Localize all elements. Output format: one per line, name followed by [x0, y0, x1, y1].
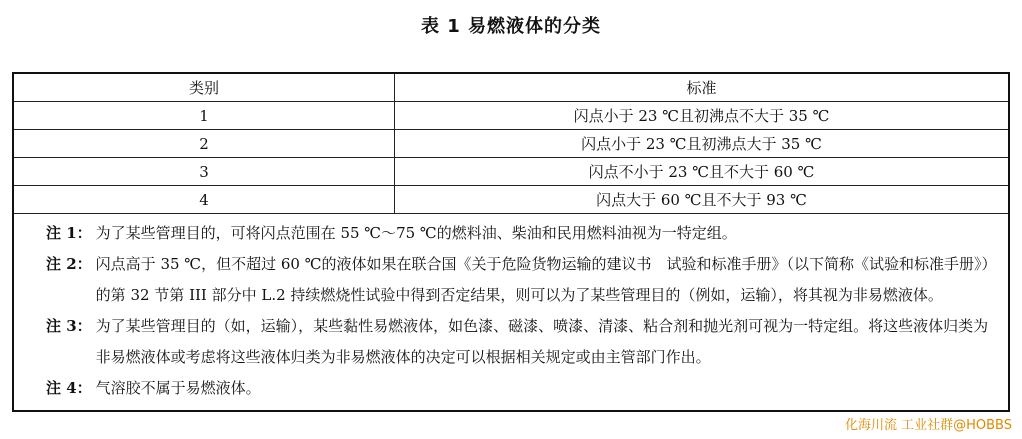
table-title: 表 1 易燃液体的分类 — [420, 16, 602, 37]
category-cell: 2 — [14, 130, 395, 157]
criteria-cell: 闪点小于 23 ℃且初沸点不大于 35 ℃ — [573, 107, 830, 125]
table-row — [14, 158, 1008, 186]
note-2 — [46, 249, 994, 311]
note-text: 气溶胶不属于易燃液体。 — [95, 379, 261, 397]
note-1 — [46, 218, 994, 249]
note-text: 闪点高于 35 ℃，但不超过 60 ℃的液体如果在联合国《关于危险货物运输的建议书 试验和标准手册》（以下简称《试验和标准手册》）的第 32 节第 III 部分中 L.2 持续燃烧性试验中得到否定结果，则可以为了某些管理目的（例如，运输），将其视为非易燃液体。 — [95, 255, 989, 304]
criteria-cell: 闪点不小于 23 ℃且不大于 60 ℃ — [588, 163, 815, 181]
notes-section — [14, 214, 1008, 410]
table-row — [14, 186, 1008, 214]
table-row — [14, 102, 1008, 130]
category-cell: 3 — [14, 158, 395, 185]
table-header-row — [14, 74, 1008, 102]
note-label: 注 3： — [46, 317, 92, 335]
category-cell: 1 — [14, 102, 395, 129]
note-label: 注 4： — [46, 379, 92, 397]
watermark: 化海川流 工业社群@HOBBS — [844, 418, 1012, 433]
header-category: 类别 — [14, 74, 395, 101]
note-3 — [46, 311, 994, 373]
table-row — [14, 130, 1008, 158]
criteria-cell: 闪点小于 23 ℃且初沸点大于 35 ℃ — [581, 135, 822, 153]
note-label: 注 2： — [46, 255, 92, 273]
note-text: 为了某些管理目的（如，运输），某些黏性易燃液体，如色漆、磁漆、喷漆、清漆、粘合剂和抛光剂可视为一特定组。将这些液体归类为非易燃液体或考虑将这些液体归类为非易燃液体的决定可以根据相关规定或由主管部门作出。 — [95, 317, 989, 366]
note-4 — [46, 373, 994, 404]
note-text: 为了某些管理目的，可将闪点范围在 55 ℃～75 ℃的燃料油、柴油和民用燃料油视为一特定组。 — [95, 224, 737, 242]
note-label: 注 1： — [46, 224, 92, 242]
header-criteria: 标准 — [686, 79, 717, 97]
criteria-cell: 闪点大于 60 ℃且不大于 93 ℃ — [596, 191, 807, 209]
category-cell: 4 — [14, 186, 395, 213]
classification-table — [12, 72, 1010, 412]
